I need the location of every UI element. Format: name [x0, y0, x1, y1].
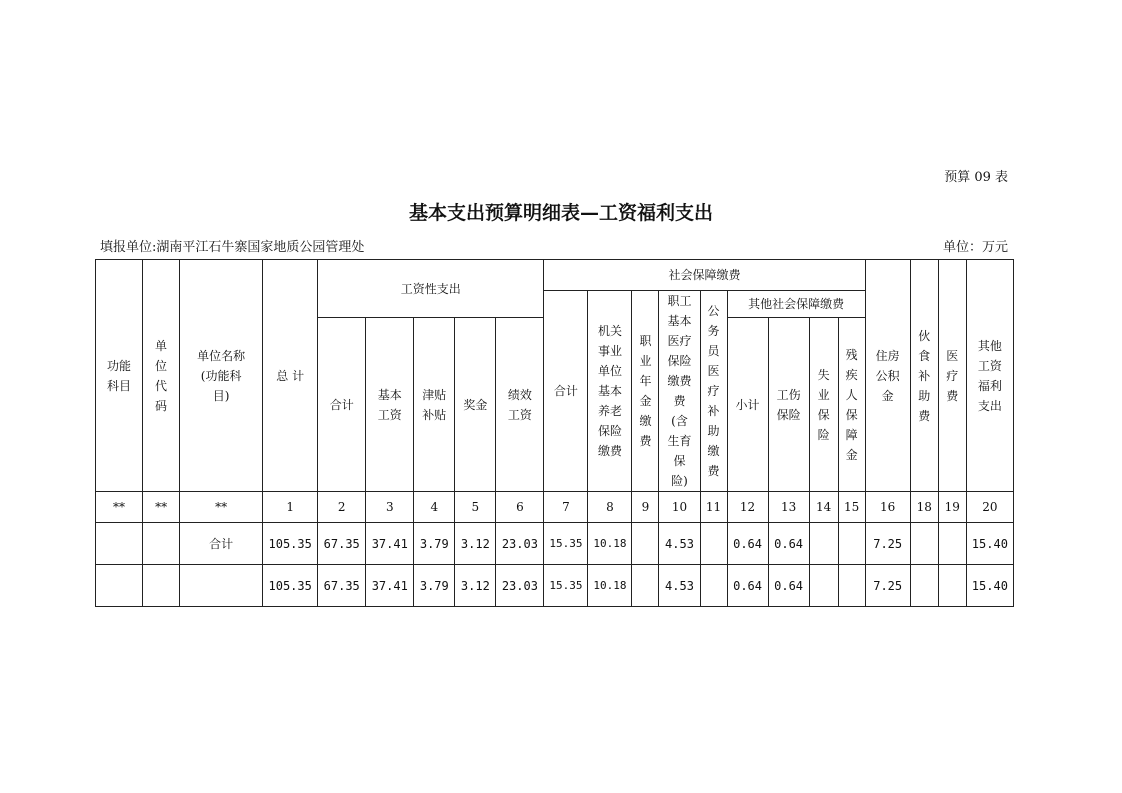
- cell-unemployment: [809, 523, 838, 565]
- cell-total: 105.35: [263, 565, 318, 607]
- cell-basic-wage: 37.41: [366, 523, 414, 565]
- col-number: 7: [544, 492, 588, 523]
- cell-bonus: 3.12: [455, 523, 496, 565]
- col-number: 19: [938, 492, 966, 523]
- header-disability: 残疾人保障金: [838, 318, 865, 492]
- header-unit-code: 单位代码: [143, 260, 180, 492]
- col-number: 12: [727, 492, 768, 523]
- cell-injury: 0.64: [768, 523, 809, 565]
- cell-occupational: [632, 565, 659, 607]
- header-wage-subtotal: 合计: [318, 318, 366, 492]
- header-performance: 绩效工资: [496, 318, 544, 492]
- currency-unit: 单位：万元: [942, 240, 1008, 255]
- col-number: 9: [632, 492, 659, 523]
- col-number: **: [180, 492, 263, 523]
- col-number: 3: [366, 492, 414, 523]
- cell-pension: 10.18: [588, 523, 632, 565]
- cell-other-welfare: 15.40: [966, 523, 1013, 565]
- col-number: 6: [496, 492, 544, 523]
- cell-other-subtotal: 0.64: [727, 523, 768, 565]
- header-total: 总 计: [263, 260, 318, 492]
- col-number: **: [96, 492, 143, 523]
- header-medical: 职工基本医疗保险缴费费(含生育保险): [659, 291, 700, 492]
- cell-total: 105.35: [263, 523, 318, 565]
- cell-medical: 4.53: [659, 523, 700, 565]
- cell-disability: [838, 523, 865, 565]
- page-title: 基本支出预算明细表—工资福利支出: [408, 202, 713, 224]
- header-civil-medical: 公务员医疗补助缴费: [700, 291, 727, 492]
- col-number: 13: [768, 492, 809, 523]
- cell-meal: [910, 523, 938, 565]
- cell-func-subject: [96, 523, 143, 565]
- col-number: 20: [966, 492, 1013, 523]
- table-row: [96, 523, 1014, 565]
- cell-housing: 7.25: [865, 523, 910, 565]
- cell-unemployment: [809, 565, 838, 607]
- header-other-subtotal: 小计: [727, 318, 768, 492]
- cell-unit-code: [143, 523, 180, 565]
- header-func-subject: 功能科目: [96, 260, 143, 492]
- cell-injury: 0.64: [768, 565, 809, 607]
- col-number: 11: [700, 492, 727, 523]
- table-row: [96, 565, 1014, 607]
- cell-pension: 10.18: [588, 565, 632, 607]
- header-occupational: 职业年金缴费: [632, 291, 659, 492]
- cell-performance: 23.03: [496, 565, 544, 607]
- cell-unit-code: [143, 565, 180, 607]
- cell-allowance: 3.79: [414, 565, 455, 607]
- cell-func-subject: [96, 565, 143, 607]
- header-social-subtotal: 合计: [544, 291, 588, 492]
- header-unemployment: 失业保险: [809, 318, 838, 492]
- cell-performance: 23.03: [496, 523, 544, 565]
- header-medical-fee: 医疗费: [938, 260, 966, 492]
- col-number: 18: [910, 492, 938, 523]
- header-social-group: 社会保障缴费: [544, 260, 865, 291]
- cell-bonus: 3.12: [455, 565, 496, 607]
- cell-medical: 4.53: [659, 565, 700, 607]
- reporting-unit: 填报单位:湖南平江石牛寨国家地质公园管理处: [100, 240, 365, 255]
- header-wage-group: 工资性支出: [318, 260, 544, 318]
- cell-unit-name: 合计: [180, 523, 263, 565]
- col-number: 8: [588, 492, 632, 523]
- cell-meal: [910, 565, 938, 607]
- cell-basic-wage: 37.41: [366, 565, 414, 607]
- header-basic-wage: 基本工资: [366, 318, 414, 492]
- header-other-welfare: 其他工资福利支出: [966, 260, 1013, 492]
- col-number: **: [143, 492, 180, 523]
- cell-medical-fee: [938, 523, 966, 565]
- cell-social-subtotal: 15.35: [544, 523, 588, 565]
- col-number: 14: [809, 492, 838, 523]
- header-allowance: 津贴补贴: [414, 318, 455, 492]
- header-pension: 机关事业单位基本养老保险缴费: [588, 291, 632, 492]
- cell-disability: [838, 565, 865, 607]
- column-number-row: [96, 492, 1014, 523]
- header-unit-name: 单位名称(功能科目): [180, 260, 263, 492]
- col-number: 5: [455, 492, 496, 523]
- col-number: 1: [263, 492, 318, 523]
- cell-civil-medical: [700, 523, 727, 565]
- col-number: 4: [414, 492, 455, 523]
- form-number: 预算 09 表: [944, 170, 1008, 185]
- col-number: 2: [318, 492, 366, 523]
- header-bonus: 奖金: [455, 318, 496, 492]
- cell-occupational: [632, 523, 659, 565]
- cell-wage-subtotal: 67.35: [318, 565, 366, 607]
- budget-table: [95, 259, 1014, 607]
- cell-wage-subtotal: 67.35: [318, 523, 366, 565]
- col-number: 15: [838, 492, 865, 523]
- header-housing: 住房公积金: [865, 260, 910, 492]
- cell-medical-fee: [938, 565, 966, 607]
- header-other-social-group: 其他社会保障缴费: [727, 291, 865, 318]
- header-injury: 工伤保险: [768, 318, 809, 492]
- header-meal: 伙食补助费: [910, 260, 938, 492]
- col-number: 10: [659, 492, 700, 523]
- cell-civil-medical: [700, 565, 727, 607]
- col-number: 16: [865, 492, 910, 523]
- cell-unit-name: [180, 565, 263, 607]
- cell-social-subtotal: 15.35: [544, 565, 588, 607]
- cell-other-subtotal: 0.64: [727, 565, 768, 607]
- cell-allowance: 3.79: [414, 523, 455, 565]
- cell-housing: 7.25: [865, 565, 910, 607]
- cell-other-welfare: 15.40: [966, 565, 1013, 607]
